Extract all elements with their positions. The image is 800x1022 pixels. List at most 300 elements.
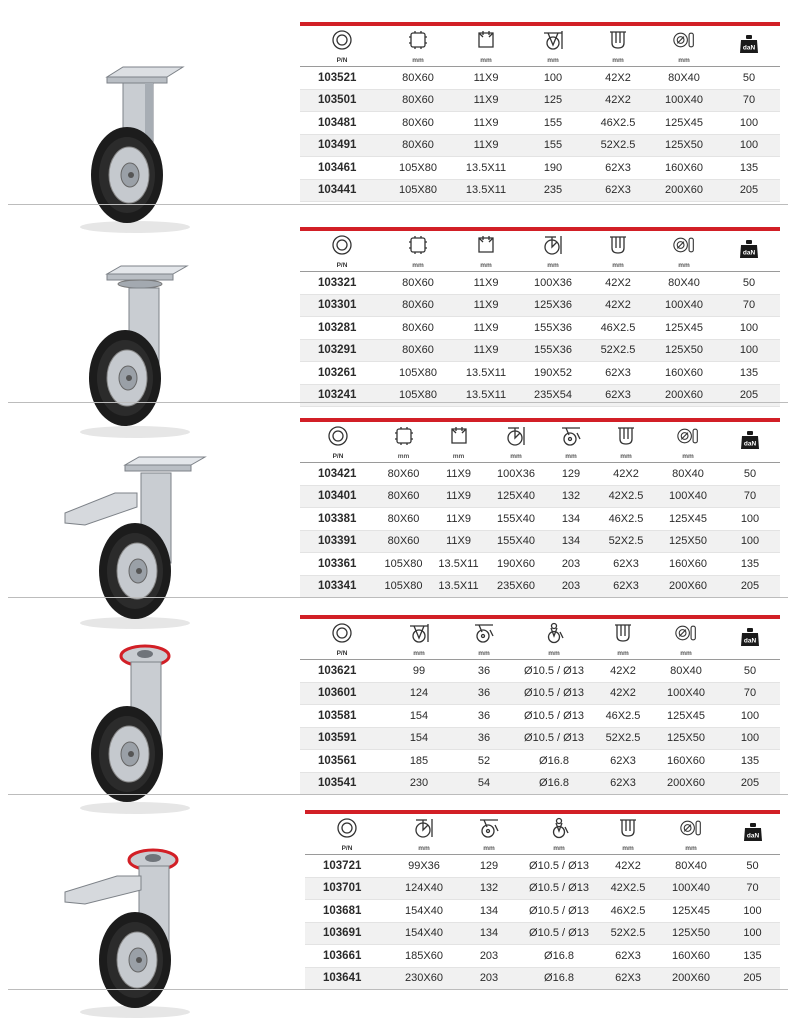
spec-cell: 129	[546, 463, 596, 486]
column-header-weight	[725, 812, 780, 855]
column-header-bracket	[586, 229, 650, 272]
swivel-height-icon	[542, 234, 564, 256]
part-number: 103291	[300, 339, 384, 362]
mm-unit-label: mm	[418, 844, 430, 852]
spec-cell: 62X3	[586, 384, 650, 407]
column-header-wheel-size	[656, 420, 720, 463]
plate-icon	[407, 29, 429, 51]
table-row	[300, 294, 780, 317]
pn-icon	[331, 29, 353, 51]
wheel-size-icon	[680, 817, 702, 839]
mm-unit-label: mm	[685, 844, 697, 852]
spec-cell: 46X2.5	[586, 112, 650, 135]
spec-cell: 50	[720, 660, 780, 683]
table-row	[305, 877, 780, 900]
spec-cell: 52X2.5	[599, 922, 657, 945]
weight-icon	[740, 430, 760, 450]
spec-cell: 99X36	[389, 855, 459, 878]
table-row	[305, 967, 780, 990]
table-row	[300, 179, 780, 202]
spec-cell: Ø10.5 / Ø13	[514, 705, 594, 728]
mm-unit-label: mm	[680, 649, 692, 657]
part-number: 103521	[300, 67, 384, 90]
dan-unit-label: daN	[743, 637, 757, 644]
spec-cell: 100	[725, 922, 780, 945]
part-number: 103581	[300, 705, 384, 728]
column-header-bracket	[586, 24, 650, 67]
spec-cell: 52X2.5	[586, 134, 650, 157]
table-header	[300, 617, 780, 660]
table-header	[300, 24, 780, 67]
pn-icon	[331, 234, 353, 256]
spec-cell: 135	[718, 157, 780, 180]
spec-cell: Ø16.8	[514, 772, 594, 795]
spec-cell: 80X60	[384, 67, 452, 90]
spec-cell: 100	[720, 508, 780, 531]
spec-cell: 203	[546, 553, 596, 576]
spec-cell: 62X3	[594, 750, 652, 773]
swivel-height-icon	[413, 817, 435, 839]
mm-unit-label: mm	[548, 649, 560, 657]
dan-unit-label: daN	[746, 832, 759, 839]
spec-cell: 100	[725, 900, 780, 923]
mm-unit-label: mm	[452, 452, 465, 460]
part-number: 103681	[305, 900, 389, 923]
spec-cell: 62X3	[596, 553, 656, 576]
spec-cell: 80X40	[650, 272, 718, 295]
spec-cell: 80X40	[657, 855, 725, 878]
column-header-pn	[300, 420, 376, 463]
column-header-bolt-hole	[519, 812, 599, 855]
spec-cell: 203	[459, 967, 519, 990]
spec-cell: 125X45	[657, 900, 725, 923]
table-row	[300, 112, 780, 135]
section-divider	[8, 989, 788, 990]
spec-cell: 200X60	[656, 575, 720, 598]
spec-cell: 52X2.5	[594, 727, 652, 750]
mm-unit-label: mm	[478, 649, 490, 657]
column-header-pn	[300, 617, 384, 660]
spec-cell: 100	[718, 339, 780, 362]
table-row	[300, 134, 780, 157]
column-header-offset	[546, 420, 596, 463]
spec-cell: 154X40	[389, 922, 459, 945]
section-swivel-casters	[0, 205, 800, 403]
part-number: 103701	[305, 877, 389, 900]
spec-cell: 100X36	[520, 272, 586, 295]
column-header-wheel-height	[384, 617, 454, 660]
spec-cell: 125X40	[486, 485, 546, 508]
part-number: 103441	[300, 179, 384, 202]
spec-cell: 99	[384, 660, 454, 683]
spec-cell: 42X2	[586, 89, 650, 112]
hole-icon	[475, 29, 497, 51]
part-number: 103391	[300, 530, 376, 553]
spec-cell: 155X40	[486, 508, 546, 531]
part-number: 103301	[300, 294, 384, 317]
table-row	[305, 900, 780, 923]
table-header	[300, 229, 780, 272]
column-header-weight	[718, 24, 780, 67]
spec-cell: 134	[459, 922, 519, 945]
spec-cell: 100	[520, 67, 586, 90]
column-header-bolt-hole	[514, 617, 594, 660]
spec-cell: 105X80	[376, 553, 431, 576]
spec-cell: 155X36	[520, 339, 586, 362]
bolt-hole-caster-image	[55, 636, 215, 816]
column-header-offset	[459, 812, 519, 855]
column-header-swivel-height	[520, 229, 586, 272]
spec-cell: 200X60	[650, 179, 718, 202]
spec-cell: 190X60	[486, 553, 546, 576]
spec-table-bolt-hole-brake	[305, 810, 780, 990]
pn-icon	[336, 817, 358, 839]
pn-icon	[331, 622, 353, 644]
part-number: 103361	[300, 553, 376, 576]
table-row	[305, 945, 780, 968]
weight-icon	[740, 627, 760, 647]
spec-cell: 154	[384, 705, 454, 728]
spec-cell: Ø10.5 / Ø13	[514, 660, 594, 683]
spec-cell: 62X3	[596, 575, 656, 598]
spec-cell: 100X36	[486, 463, 546, 486]
table-row	[300, 485, 780, 508]
spec-cell: 62X3	[599, 967, 657, 990]
spec-cell: 50	[718, 272, 780, 295]
spec-cell: 36	[454, 727, 514, 750]
mm-unit-label: mm	[553, 844, 565, 852]
spec-cell: 100	[720, 727, 780, 750]
dan-unit-label: daN	[742, 249, 756, 256]
mm-unit-label: mm	[620, 452, 632, 460]
spec-cell: 80X60	[384, 89, 452, 112]
column-header-wheel-size	[650, 229, 718, 272]
spec-cell: 50	[725, 855, 780, 878]
spec-cell: 100X40	[650, 89, 718, 112]
table-header	[300, 420, 780, 463]
spec-cell: 135	[720, 553, 780, 576]
bolt-hole-icon	[548, 817, 570, 839]
table-row	[300, 553, 780, 576]
table-row	[300, 272, 780, 295]
bolt-hole-icon	[543, 622, 565, 644]
part-number: 103491	[300, 134, 384, 157]
spec-cell: 135	[718, 362, 780, 385]
spec-cell: 125X50	[656, 530, 720, 553]
spec-cell: 200X60	[657, 967, 725, 990]
spec-cell: 124	[384, 682, 454, 705]
plate-icon	[393, 425, 415, 447]
part-number: 103561	[300, 750, 384, 773]
table-row	[300, 705, 780, 728]
spec-cell: 230X60	[389, 967, 459, 990]
section-bolt-hole-brake-casters	[0, 795, 800, 1022]
spec-cell: 185	[384, 750, 454, 773]
spec-cell: 11X9	[452, 294, 520, 317]
spec-cell: 154X40	[389, 900, 459, 923]
part-number: 103321	[300, 272, 384, 295]
spec-cell: 134	[546, 508, 596, 531]
table-row	[300, 772, 780, 795]
weight-icon	[739, 34, 759, 54]
pn-unit-label: P/N	[336, 649, 348, 657]
spec-cell: 205	[720, 772, 780, 795]
part-number: 103691	[305, 922, 389, 945]
table-row	[305, 855, 780, 878]
spec-cell: Ø10.5 / Ø13	[519, 922, 599, 945]
part-number: 103261	[300, 362, 384, 385]
spec-cell: Ø10.5 / Ø13	[519, 900, 599, 923]
spec-cell: Ø10.5 / Ø13	[514, 682, 594, 705]
spec-cell: Ø16.8	[514, 750, 594, 773]
hole-icon	[475, 234, 497, 256]
spec-cell: 100	[718, 112, 780, 135]
part-number: 103241	[300, 384, 384, 407]
spec-cell: 80X60	[384, 134, 452, 157]
spec-cell: 11X9	[452, 339, 520, 362]
spec-cell: 70	[720, 682, 780, 705]
spec-cell: 11X9	[452, 134, 520, 157]
spec-cell: 62X3	[586, 157, 650, 180]
part-number: 103381	[300, 508, 376, 531]
spec-cell: 42X2.5	[599, 877, 657, 900]
spec-cell: 80X60	[376, 508, 431, 531]
spec-cell: 235X60	[486, 575, 546, 598]
table-row	[300, 508, 780, 531]
spec-table-swivel	[300, 227, 780, 407]
wheel-height-icon	[542, 29, 564, 51]
spec-cell: 160X60	[650, 362, 718, 385]
part-number: 103641	[305, 967, 389, 990]
mm-unit-label: mm	[412, 56, 424, 64]
spec-cell: Ø10.5 / Ø13	[519, 855, 599, 878]
spec-cell: 205	[718, 384, 780, 407]
spec-cell: 36	[454, 682, 514, 705]
part-number: 103721	[305, 855, 389, 878]
spec-cell: 105X80	[384, 157, 452, 180]
spec-table-swivel-brake	[300, 418, 780, 598]
hole-icon	[448, 425, 470, 447]
column-header-wheel-size	[657, 812, 725, 855]
spec-cell: 42X2.5	[596, 485, 656, 508]
spec-cell: 13.5X11	[452, 157, 520, 180]
spec-cell: 155X36	[520, 317, 586, 340]
part-number: 103591	[300, 727, 384, 750]
bracket-icon	[607, 234, 629, 256]
spec-cell: 132	[459, 877, 519, 900]
spec-cell: 100	[718, 317, 780, 340]
spec-cell: 11X9	[452, 67, 520, 90]
spec-cell: 42X2	[594, 682, 652, 705]
spec-cell: 11X9	[452, 272, 520, 295]
mm-unit-label: mm	[617, 649, 629, 657]
spec-cell: 80X60	[376, 530, 431, 553]
mm-unit-label: mm	[510, 452, 522, 460]
column-header-plate	[376, 420, 431, 463]
spec-cell: 190X52	[520, 362, 586, 385]
spec-cell: 13.5X11	[431, 553, 486, 576]
pn-unit-label: P/N	[336, 261, 348, 269]
section-fixed-casters	[0, 0, 800, 205]
bracket-icon	[607, 29, 629, 51]
spec-cell: 80X60	[376, 463, 431, 486]
spec-cell: 190	[520, 157, 586, 180]
column-header-swivel-height	[389, 812, 459, 855]
spec-cell: 11X9	[431, 530, 486, 553]
mm-unit-label: mm	[413, 649, 425, 657]
table-row	[300, 362, 780, 385]
spec-cell: 203	[546, 575, 596, 598]
spec-cell: Ø10.5 / Ø13	[519, 877, 599, 900]
spec-cell: 135	[720, 750, 780, 773]
table-row	[300, 750, 780, 773]
spec-cell: 125X50	[652, 727, 720, 750]
spec-cell: 42X2	[594, 660, 652, 683]
spec-cell: 80X60	[384, 112, 452, 135]
part-number: 103461	[300, 157, 384, 180]
spec-cell: 46X2.5	[596, 508, 656, 531]
spec-cell: 13.5X11	[452, 179, 520, 202]
swivel-height-icon	[505, 425, 527, 447]
mm-unit-label: mm	[547, 56, 559, 64]
spec-cell: 62X3	[599, 945, 657, 968]
bolt-hole-brake-caster-image	[55, 840, 215, 1020]
spec-cell: 50	[718, 67, 780, 90]
spec-cell: 11X9	[431, 508, 486, 531]
spec-cell: 200X60	[652, 772, 720, 795]
spec-cell: 100X40	[656, 485, 720, 508]
spec-cell: 70	[720, 485, 780, 508]
spec-cell: 155X40	[486, 530, 546, 553]
section-swivel-brake-casters	[0, 403, 800, 598]
column-header-hole	[431, 420, 486, 463]
spec-cell: 205	[720, 575, 780, 598]
spec-cell: 155	[520, 134, 586, 157]
spec-cell: 80X40	[652, 660, 720, 683]
spec-cell: 62X3	[586, 179, 650, 202]
spec-cell: 105X80	[376, 575, 431, 598]
part-number: 103481	[300, 112, 384, 135]
spec-cell: 205	[718, 179, 780, 202]
spec-cell: 160X60	[657, 945, 725, 968]
spec-cell: 46X2.5	[586, 317, 650, 340]
table-row	[300, 727, 780, 750]
spec-cell: 42X2	[586, 272, 650, 295]
plate-icon	[407, 234, 429, 256]
spec-cell: 52	[454, 750, 514, 773]
part-number: 103401	[300, 485, 376, 508]
bracket-icon	[615, 425, 637, 447]
wheel-height-icon	[408, 622, 430, 644]
spec-cell: 11X9	[452, 112, 520, 135]
column-header-weight	[720, 420, 780, 463]
column-header-offset	[454, 617, 514, 660]
spec-cell: 36	[454, 705, 514, 728]
spec-cell: 13.5X11	[431, 575, 486, 598]
spec-cell: 42X2	[586, 294, 650, 317]
table-row	[305, 922, 780, 945]
part-number: 103621	[300, 660, 384, 683]
spec-cell: 125X45	[650, 112, 718, 135]
mm-unit-label: mm	[483, 844, 495, 852]
spec-cell: 80X60	[384, 339, 452, 362]
spec-cell: 80X60	[384, 294, 452, 317]
spec-table-fixed	[300, 22, 780, 202]
spec-cell: 160X60	[650, 157, 718, 180]
spec-cell: 62X3	[586, 362, 650, 385]
table-row	[300, 660, 780, 683]
table-row	[300, 89, 780, 112]
table-row	[300, 317, 780, 340]
spec-cell: 235	[520, 179, 586, 202]
table-row	[300, 339, 780, 362]
table-row	[300, 463, 780, 486]
spec-cell: 80X60	[376, 485, 431, 508]
column-header-plate	[384, 229, 452, 272]
spec-cell: 11X9	[452, 317, 520, 340]
table-row	[300, 157, 780, 180]
spec-cell: 11X9	[431, 463, 486, 486]
spec-cell: 42X2	[596, 463, 656, 486]
spec-cell: 50	[720, 463, 780, 486]
spec-cell: 70	[718, 294, 780, 317]
spec-cell: 132	[546, 485, 596, 508]
spec-cell: 11X9	[431, 485, 486, 508]
column-header-bracket	[594, 617, 652, 660]
spec-cell: 125X45	[650, 317, 718, 340]
column-header-pn	[300, 229, 384, 272]
spec-cell: 80X40	[650, 67, 718, 90]
column-header-weight	[718, 229, 780, 272]
spec-cell: 70	[725, 877, 780, 900]
pn-unit-label: P/N	[336, 56, 348, 64]
spec-cell: 42X2	[586, 67, 650, 90]
part-number: 103541	[300, 772, 384, 795]
spec-cell: 54	[454, 772, 514, 795]
mm-unit-label: mm	[480, 261, 492, 269]
offset-icon	[560, 425, 582, 447]
table-row	[300, 682, 780, 705]
mm-unit-label: mm	[547, 261, 559, 269]
mm-unit-label: mm	[612, 56, 624, 64]
spec-cell: 200X60	[650, 384, 718, 407]
wheel-size-icon	[677, 425, 699, 447]
spec-cell: 125X36	[520, 294, 586, 317]
mm-unit-label: mm	[678, 56, 690, 64]
mm-unit-label: mm	[682, 452, 694, 460]
mm-unit-label: mm	[412, 261, 424, 269]
spec-cell: 155	[520, 112, 586, 135]
spec-cell: 203	[459, 945, 519, 968]
spec-cell: 11X9	[452, 89, 520, 112]
spec-cell: 205	[725, 967, 780, 990]
column-header-hole	[452, 24, 520, 67]
bracket-icon	[612, 622, 634, 644]
spec-cell: 134	[546, 530, 596, 553]
spec-table-bolt-hole	[300, 615, 780, 795]
spec-cell: 129	[459, 855, 519, 878]
spec-cell: 160X60	[656, 553, 720, 576]
spec-cell: 100X40	[652, 682, 720, 705]
spec-cell: 100	[720, 530, 780, 553]
spec-cell: 52X2.5	[596, 530, 656, 553]
mm-unit-label: mm	[565, 452, 577, 460]
offset-icon	[478, 817, 500, 839]
part-number: 103661	[305, 945, 389, 968]
part-number: 103601	[300, 682, 384, 705]
column-header-wheel-height	[520, 24, 586, 67]
spec-cell: 36	[454, 660, 514, 683]
